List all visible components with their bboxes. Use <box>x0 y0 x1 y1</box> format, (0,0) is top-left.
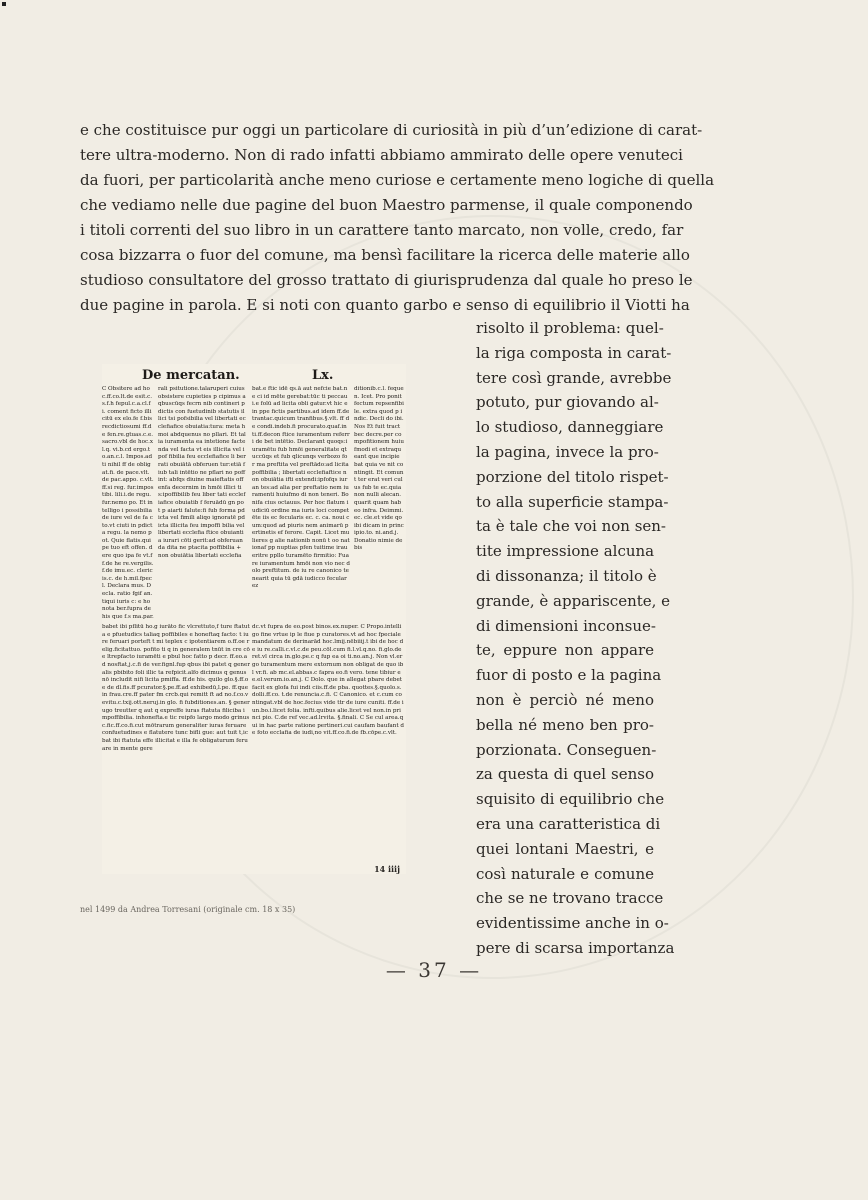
text-line: i titoli correnti del suo libro in un carattere tanto marcato, non volle, credo, far <box>80 221 684 239</box>
text-line: e che costituisce pur oggi un particolare di curiosità in più d’un’edizione di carat- <box>80 121 703 139</box>
text-line: che vediamo nelle due pagine del buon Maestro parmense, il quale componendo <box>80 196 693 214</box>
text-line: tere così grande, avrebbe <box>476 368 672 387</box>
running-head-right: Lx. <box>312 368 334 383</box>
gloss-column-right: ditionib.c.l. fequen. Icet. Pro ponit fectum repsenfibile. extra quod p indic. Decli do ibi. Nos Et fuit tract bec decre.per compofitionem huiufmodi et extraqueant que incipie bat quia ve nit contingit. Et comunt ter erat veri culus fub te ec.quia non nulli alecan. quarit quam habeo infra. Deimmi. ec. cle.et vide qo ibi dicam in principio.to. ni.and.j. Donatio nimie de bis <box>354 386 404 552</box>
text-line: fuor di posto e la pagina <box>476 666 662 685</box>
text-line: la pagina, invece la pro- <box>476 442 659 461</box>
text-line: squisito di equilibrio che <box>476 790 665 809</box>
text-line: porzione del titolo rispet- <box>476 467 669 486</box>
gloss-block-bottom-right: dc.vt fupra de eo.post binos.ex.nuper. C Propo.intelligo fine vrtue ip le fiue p curatores.vt ad hoc fpeciale mandatum de derinarād hoc.lmij.nēbiiij.t ibi de hoc de iu re.calli.c.vl.c.de peu.cōl.cum fi.l.vl.q.no. fi.glo.de ret.vl circa in.glo.pe.c q fup ea oi ti.no.an.j. Non vl.ergo turamentum mere extornum non obligat de quo ibl vr.fi. ab mc.el.abbas.c fapra eo.fi vero. tene tibiur ee.el.verum.io.an.j. C Dolo. que in allegat pbare debet facit ex glofa fui indi ciis.ff.de pba. quottes.§.quolo.s.dolli.ff.co. t.de renuncia.c.fi. C Canonico. et c.cum contingat.vbl de hoc.fecius vide ttr de iure cuniti. ff.de iun.bo.i.licet folia. infti.quibus alie.licet vel non.in princi pio. C.de ref vec.ad.lrvita. §.finali. C Se cul area.qui in hac parte ratione pertineri.cui caufam baufant de foto ecclafia de iudi,no vit.ff.co.fi.de fb.cōpe.c.vlt. <box>252 624 404 737</box>
text-line: bella né meno ben pro- <box>476 715 654 734</box>
facsimile-old-page <box>102 364 406 874</box>
text-line: evidentissime anche in o- <box>476 914 669 933</box>
text-column-main-right: bat.e ftic idē qs.ā aut nefcie bat.ne ci id mēte gerebat:tūc ti peccaui.e folū ad licita obli gatur.vt hic e in ppe fictis partibus.ad idem ff.de trantac.quicum tranfibus.§.vlt. ff de condi.indeb.fi procurato.quaf.in ti.ff.decon ftice iuramentum referri de bet intētio. Declarant quoqs:iuramētu fub hmōi generalitate qtuccūqs et fub qlicunqs verbozo for ma preftita vel preftādo:ad licita poffibilia ; libertati ecclefiaftice non obuiātia ifti extendi:ipfofqs iuran tes:ad alia per preftatio nem iuramenti huiufmo di non teneri. Bonifa cius octauus. Per hoc flatum iudiciū ordine ma iuris loci competēte iis ec fecularis ec. c. ca. noui cum:quod ad piuris nem animarū pertinetis ef ferore. Capit. Licet mulieres g alie nationib nonū t oo nationaf pp nuptias pfen tuitime iraueritre ppllo turamēto firmitio: Fuare iuramentum hmōi non vio nec dolo preftitum. de iu re canonico tenearit quia tū gdā iudicco fecularez <box>252 386 350 590</box>
text-line: tite impressione alcuna <box>476 542 655 561</box>
text-line: quei lontani Maestri, e <box>476 839 654 858</box>
text-line: risolto il problema: quel- <box>476 319 664 337</box>
folio-signature: 14 iiij <box>374 864 400 874</box>
gloss-block-bottom-left: babet ibi pflitū ho.g iurāto fic vlcrettuto,f ture ftatuta e pfuetudics taliaq poffibiles e honeftaq facto: t iure feruari porteft t mi teplex c ipotentiarem o.ff.oe relig.ficitattuo. pofito ti q in generalem tnūt in cre cōe ltrepfacto iuramēti e pbul hoc fatto p decr. ff.eo.ad nosftat,j.c.fi de ver.fignl.fup qbus ibi patet q generalis pbibito foli illic ta refpicit.alfo dicimus q genus nō includit nifi licita pmiffa. ff.de his. quilo glo.§.ff.oe de dl.fis.ff pcurator.§.pe.ff.ad exhibedū,l.pe. ff.que in frau.cre.ff pater fm crcb.qui remitt ft ad no.f.co.vevitu.c.txij.ott.neruj.in glo. fi fubditiones.an. § generugo treutter q aut q expreffe iuras ftatuta filiciba impoffibilia. inhonefta.e tic reipfo largo modo grinus c.fic.ff.co.fi.cut mōtrarum generaliter iuras feruare confuetudines e flatutere tunc bifli gue: aut tuit t,icbat ibi ftatuta effe illicitat e illa fe obligaturum feruare in mente gere <box>102 624 250 752</box>
text-line: tere ultra-moderno. Non di rado infatti abbiamo ammirato delle opere venuteci <box>80 146 683 164</box>
text-line: pere di scarsa importanza <box>476 938 675 957</box>
text-line: grande, è appariscente, e <box>476 591 671 610</box>
text-line: di dissonanza; il titolo è <box>476 566 657 585</box>
text-line: due pagine in parola. E si noti con quanto garbo e senso di equilibrio il Viotti ha <box>80 296 690 314</box>
corner-mark <box>2 2 6 6</box>
text-line: to alla superficie stampa- <box>476 492 669 511</box>
text-line: te, eppure non appare <box>476 641 654 660</box>
text-line: cosa bizzarra o fuor del comune, ma bensì facilitare la ricerca delle materie allo <box>80 246 690 264</box>
text-line: non è perciò né meno <box>476 690 654 709</box>
body-text-full-width <box>80 118 715 318</box>
body-text-right-column <box>476 316 675 961</box>
text-line: lo studioso, danneggiare <box>476 418 664 437</box>
text-line: porzionata. Conseguen- <box>476 740 657 759</box>
text-column-main-left: rali psitutione.talaruperi cuius obsistere cupieties p cipimus a qbuscūqs fecrn nib contineri pdictis con fuetudinib statutis illici tsi pofsibilia vel libertati ecclefiafice obuiatia:tura: meta hmoi abdquenus no pllari. Et talia iuramenta ea intetione factenda vel facta vt eis illicita vel ipof fibilia feu ecclefiafice li berrati obuiātā obferuen tur:etiā fiub tali intētio ne pflari no poffint: abfqs diuine maieftatis offenfa decernim in hmōi illici tis:ipoffibilib feu liber tati ecclefiafice obuiatib f feruādū gn pot p aiarti falute:fi fub forma pdicta vel fimili aliqo ignoratē pdicta illicita feu impoffi bilia vel libertati ecclefia ftice obuiantia iurari cōti gerit:ad obferuanda dita ne ptacita poffibilia + non obuiātia libertati ecclefia <box>158 386 246 560</box>
text-line: che se ne trovano tracce <box>476 889 664 908</box>
gloss-column-left: C Obsitere ad hoc.ff.co.lt.de esit.c.s.f.h fepul.c.a.cl.fi. coment ficto illicitū ex elo.fe f.bis recdictiosumi ff.de fen.re.gtuas.c.e.sacro.vbl de hoc.xl.q. vi.b.cd ergo.to.an.c.l. Impos.ad ti nihil ff de obligat.fi. de pace.vlt. de pac.appo. c.vlt.ff.si reg. fur.impostibi. lili.i.de regu. fur.nemo po. Et intelligo i possibilia de iure vel de fa cto.vt ciuti in pdicta regu. la nemo pot. Quie flatis.qui pe tuo eft offen. dere quo ipa fe vt.ff.de he re.vergilis. f.de imu.ec. clericis.c. de h.mil.fpecl. Declara mus. Decla. ratio fgif an. tiqui iuris c: e ho nota ber.fupra de his que f.s ma.par. <box>102 386 154 620</box>
facsimile-columns <box>102 386 406 856</box>
text-line: così naturale e comune <box>476 864 654 883</box>
figure-caption: nel 1499 da Andrea Torresani (originale cm. 18 x 35) <box>80 905 296 914</box>
text-line: za questa di quel senso <box>476 765 654 784</box>
page-number: — 37 — <box>385 958 483 982</box>
text-line: era una caratteristica di <box>476 814 661 833</box>
text-line: ta è tale che voi non sen- <box>476 517 666 536</box>
text-line: la riga composta in carat- <box>476 343 672 362</box>
facsimile-running-head <box>142 368 402 388</box>
text-line: potuto, pur giovando al- <box>476 393 659 412</box>
running-head-left: De mercatan. <box>142 368 240 383</box>
text-line: di dimensioni inconsue- <box>476 616 656 635</box>
text-line: da fuori, per particolarità anche meno curiose e certamente meno logiche di quella <box>80 171 715 189</box>
text-line: studioso consultatore del grosso trattato di giurisprudenza dal quale ho preso le <box>80 271 693 289</box>
